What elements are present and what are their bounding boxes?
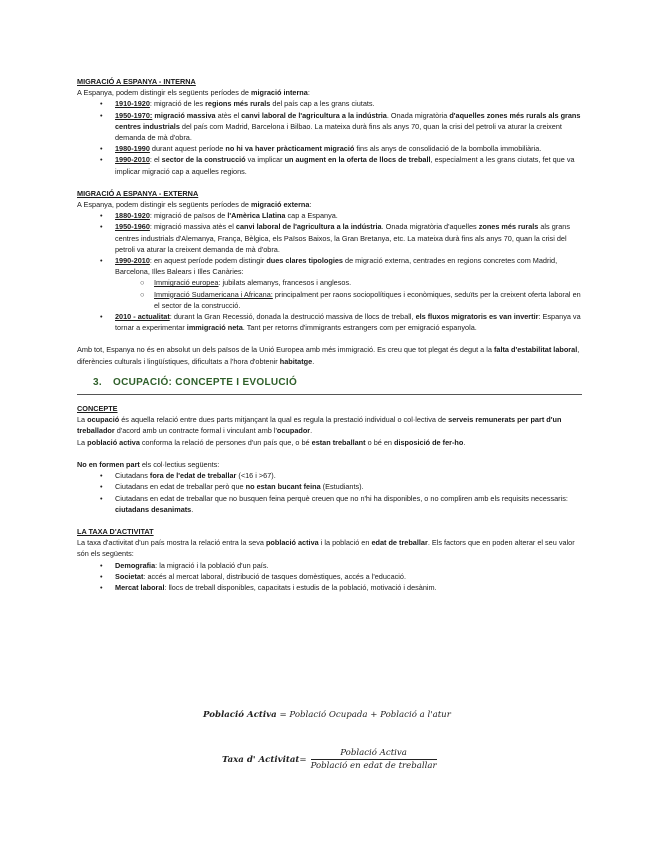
list-item — [77, 221, 582, 255]
bullet-icon: • — [100, 222, 103, 232]
period-label: 1980-1990 — [115, 144, 150, 154]
item-text: cap a Espanya. — [285, 211, 338, 221]
bullet-icon: • — [100, 110, 103, 120]
circle-bullet-icon: ○ — [140, 278, 145, 288]
para-text: , diferències culturals i lingüístiques, dificultats a l'hora d'obtenir — [77, 345, 580, 366]
item-bold: Mercat laboral — [115, 582, 165, 592]
spacer — [77, 177, 582, 188]
sub-text: : jubilats alemanys, francesos i anglesos. — [218, 278, 352, 288]
para-bold: població activa — [265, 538, 319, 548]
heading-text: OCUPACIÓ: CONCEPTE I EVOLUCIÓ — [113, 376, 298, 388]
heading-divider — [77, 394, 582, 395]
bullet-icon: • — [100, 493, 103, 503]
bullet-icon: • — [100, 312, 103, 322]
item-bold: sector de la construcció — [161, 155, 246, 165]
sub-label: Immigració Sudamericana i Africana: — [154, 289, 273, 299]
item-text: : en aquest període podem distingir — [149, 256, 267, 266]
bullet-icon: • — [100, 211, 103, 221]
formula-fraction — [311, 748, 437, 771]
intro-colon: : — [307, 88, 310, 98]
para-text: . Els factors que en poden alterar el seu valor són els següents: — [77, 538, 575, 559]
heading-number: 3. — [93, 376, 102, 388]
item-text: : migració de països de — [149, 211, 228, 221]
concepte-p1 — [77, 414, 582, 436]
list-item — [77, 493, 582, 515]
item-bold: d'aquelles zones més rurals als grans centres industrials — [115, 110, 581, 131]
list-item — [77, 571, 582, 582]
list-item — [77, 110, 582, 144]
conclusion-paragraph — [77, 344, 582, 366]
section-title-taxa: LA TAXA D'ACTIVITAT — [77, 526, 154, 536]
interna-list — [77, 98, 582, 176]
para-text: conforma la relació de persones d'un país que, o bé — [139, 437, 312, 447]
para-bold: ocupador — [276, 426, 311, 436]
fraction-denominator: Població en edat de treballar — [310, 761, 437, 771]
intro-bold: migració interna — [251, 88, 308, 98]
item-text: . Onada migratòria — [386, 110, 450, 120]
period-label: 1990-2010 — [115, 256, 150, 266]
item-bold: canvi laboral de l'agricultura a la indústria — [241, 110, 387, 120]
bullet-icon: • — [100, 155, 103, 165]
chapter-heading — [93, 377, 582, 388]
interna-intro — [77, 87, 582, 98]
item-text: : la migració i la població d'un país. — [155, 560, 269, 570]
bullet-icon: • — [100, 256, 103, 266]
bullet-icon: • — [100, 560, 103, 570]
item-text: de migració externa, centrades en regions concretes com Madrid, Barcelona, Illes Balears i Illes Canàries: — [115, 256, 558, 277]
period-label: 1950-1970: — [115, 110, 153, 120]
circle-bullet-icon: ○ — [140, 289, 145, 299]
item-text: Ciutadans — [115, 471, 150, 481]
para-text: els col·lectius següents: — [139, 459, 220, 469]
formula-equals: = — [276, 710, 290, 720]
period-label: 1880-1920 — [115, 211, 150, 221]
spacer — [77, 515, 582, 526]
item-text: : llocs de treball disponibles, capacitats i estudis de la població, motivació i desànim. — [164, 582, 437, 592]
item-text: atès el — [215, 110, 242, 120]
list-item — [77, 311, 582, 333]
para-bold: disposició de fer-ho — [393, 437, 464, 447]
para-text: d'acord amb un contracte formal i vinculant amb l' — [114, 426, 277, 436]
item-text: (<16 i >67). — [236, 471, 276, 481]
list-item — [77, 143, 582, 154]
sub-text: principalment per raons sociopolítiques i econòmiques, seduïts per la creixent oferta laboral en el sector de la construcció. — [154, 289, 581, 310]
item-bold: Societat — [115, 571, 144, 581]
para-bold: No en formen part — [77, 459, 140, 469]
item-text: : migració massiva atès el — [149, 222, 236, 232]
item-text: : migració de les — [149, 99, 206, 109]
item-bold: ciutadans desanimats — [115, 504, 192, 514]
para-text: . — [310, 426, 313, 436]
document-content — [77, 76, 582, 593]
item-text: Ciutadans en edat de treballar però que — [115, 482, 246, 492]
para-text: . — [463, 437, 466, 447]
formula-equals: = — [299, 754, 307, 765]
sub-label: Immigració europea — [154, 278, 219, 288]
intro-bold: migració externa — [251, 200, 310, 210]
item-bold: no estan bucant feina — [245, 482, 321, 492]
item-text: fins als anys de consolidació de la bombolla immobiliària. — [354, 144, 542, 154]
section-title-interna: MIGRACIÓ A ESPANYA - INTERNA — [77, 77, 196, 86]
item-bold: zones més rurals — [478, 222, 539, 232]
item-text: : accés al mercat laboral, distribució de tasques domèstiques, accés a l'educació. — [143, 571, 406, 581]
item-bold: fora de l'edat de treballar — [149, 471, 237, 481]
formula-taxa-activitat — [222, 748, 437, 771]
taxa-list — [77, 560, 582, 594]
para-bold: serveis remunerats per part d'un treballador — [77, 415, 562, 436]
formula-lhs: Població Activa — [203, 710, 277, 720]
item-bold: canvi laboral de l'agricultura a la indústria — [235, 222, 382, 232]
para-text: o bé en — [365, 437, 394, 447]
item-text: durant aquest període — [149, 144, 226, 154]
item-bold: regions més rurals — [205, 99, 271, 109]
intro-text: A Espanya, podem distingir els següents períodes de — [77, 200, 252, 210]
formula-term: Població Ocupada — [289, 710, 368, 720]
item-text: del país com Madrid, Barcelona i Bilbao. La mateixa durà fins als anys 70, quan la crisi del petroli va aturar la creixent demanda de mà d'obra. — [115, 121, 562, 143]
list-item — [77, 582, 582, 593]
item-bold: immigració neta — [186, 323, 243, 333]
para-text: i la població en — [318, 538, 372, 548]
item-bold: migració massiva — [154, 110, 216, 120]
item-bold: no hi va haver pràcticament migració — [225, 144, 355, 154]
para-text: és aquella relació entre dues parts mitjançant la qual es regula la prestació individual o col·lectiva de — [119, 415, 449, 425]
para-text: La taxa d'activitat d'un país mostra la relació entra la seva — [77, 538, 266, 548]
formula-plus: + — [367, 710, 381, 720]
para-text: La — [77, 437, 88, 447]
bullet-icon: • — [100, 99, 103, 109]
concepte-list — [77, 470, 582, 515]
period-label: 2010 - actualitat — [115, 312, 170, 322]
item-text: : el — [149, 155, 162, 165]
item-bold: un augment en la oferta de llocs de treball — [284, 155, 431, 165]
list-item — [77, 98, 582, 109]
item-text: , especialment a les grans ciutats, fet que va implicar migració cap a aquelles regions. — [115, 155, 575, 176]
item-text: (Estudiants). — [320, 482, 364, 492]
period-label: 1990-2010 — [115, 155, 150, 165]
externa-sublist — [77, 277, 582, 311]
taxa-p1 — [77, 537, 582, 559]
externa-list-cont — [77, 311, 582, 333]
section-title-concepte: CONCEPTE — [77, 404, 118, 414]
sub-list-item — [77, 277, 582, 288]
item-text: : durant la Gran Recessió, donada la destrucció massiva de llocs de treball, — [169, 312, 416, 322]
item-text: als grans centres industrials d'Alemanya, França, Bèlgica, els Països Baixos, la Gran Bretanya, etc. La mateixa durà fins als anys 70, quan la crisi del petroli va aturar la creixent demanda de mà d'obra. — [115, 222, 570, 254]
para-text: . — [312, 356, 315, 366]
spacer — [77, 333, 582, 344]
bullet-icon: • — [100, 482, 103, 492]
item-text: del país cap a les grans ciutats. — [270, 99, 375, 109]
sub-list-item — [77, 289, 582, 311]
list-item — [77, 210, 582, 221]
item-bold: els fluxos migratoris es van invertir — [415, 312, 539, 322]
spacer — [77, 448, 582, 459]
para-bold: falta d'estabilitat laboral — [493, 345, 578, 355]
fraction-numerator: Població Activa — [311, 748, 437, 760]
para-text: Amb tot, Espanya no és en absolut un dels països de la Unió Europea amb més immigració. Es creu que tot plegat és degut a la — [77, 345, 494, 355]
para-bold: població activa — [87, 437, 140, 447]
item-text: : Espanya va tornar a experimentar — [115, 312, 581, 333]
period-label: 1910-1920 — [115, 99, 150, 109]
formula-lhs: Taxa d' Activitat — [222, 754, 300, 765]
list-item — [77, 154, 582, 176]
item-text: . — [191, 504, 194, 514]
item-text: . Tant per retorns d'immigrants estrangers com per emigració espanyola. — [242, 323, 477, 333]
para-bold: ocupació — [87, 415, 120, 425]
formula-term: Població a l'atur — [380, 710, 451, 720]
item-text: Ciutadans en edat de treballar que no busquen feina perquè creuen que no n'hi ha disponibles, o no compliren amb els requisits necessaris: — [115, 493, 568, 503]
item-bold: l'Amèrica Llatina — [227, 211, 286, 221]
intro-text: A Espanya, podem distingir els següents períodes de — [77, 88, 252, 98]
para-text: La — [77, 415, 88, 425]
item-text: . Onada migratòria d'aquelles — [381, 222, 479, 232]
section-title-externa: MIGRACIÓ A ESPANYA - EXTERNA — [77, 188, 199, 198]
list-item — [77, 560, 582, 571]
list-item — [77, 481, 582, 492]
list-item — [77, 255, 582, 277]
bullet-icon: • — [100, 582, 103, 592]
concepte-p2 — [77, 437, 582, 448]
para-bold: estan treballant — [311, 437, 366, 447]
externa-intro — [77, 199, 582, 210]
para-bold: edat de treballar — [371, 538, 428, 548]
formula-poblacio-activa — [203, 710, 451, 720]
bullet-icon: • — [100, 471, 103, 481]
period-label: 1950-1960 — [115, 222, 150, 232]
bullet-icon: • — [100, 571, 103, 581]
intro-colon: : — [309, 200, 312, 210]
bullet-icon: • — [100, 144, 103, 154]
externa-list — [77, 210, 582, 277]
item-text: va implicar — [245, 155, 285, 165]
list-item — [77, 470, 582, 481]
item-bold: dues clares tipologies — [266, 256, 343, 266]
concepte-p3 — [77, 459, 582, 470]
item-bold: Demografia — [115, 560, 156, 570]
para-bold: habitatge — [279, 356, 313, 366]
